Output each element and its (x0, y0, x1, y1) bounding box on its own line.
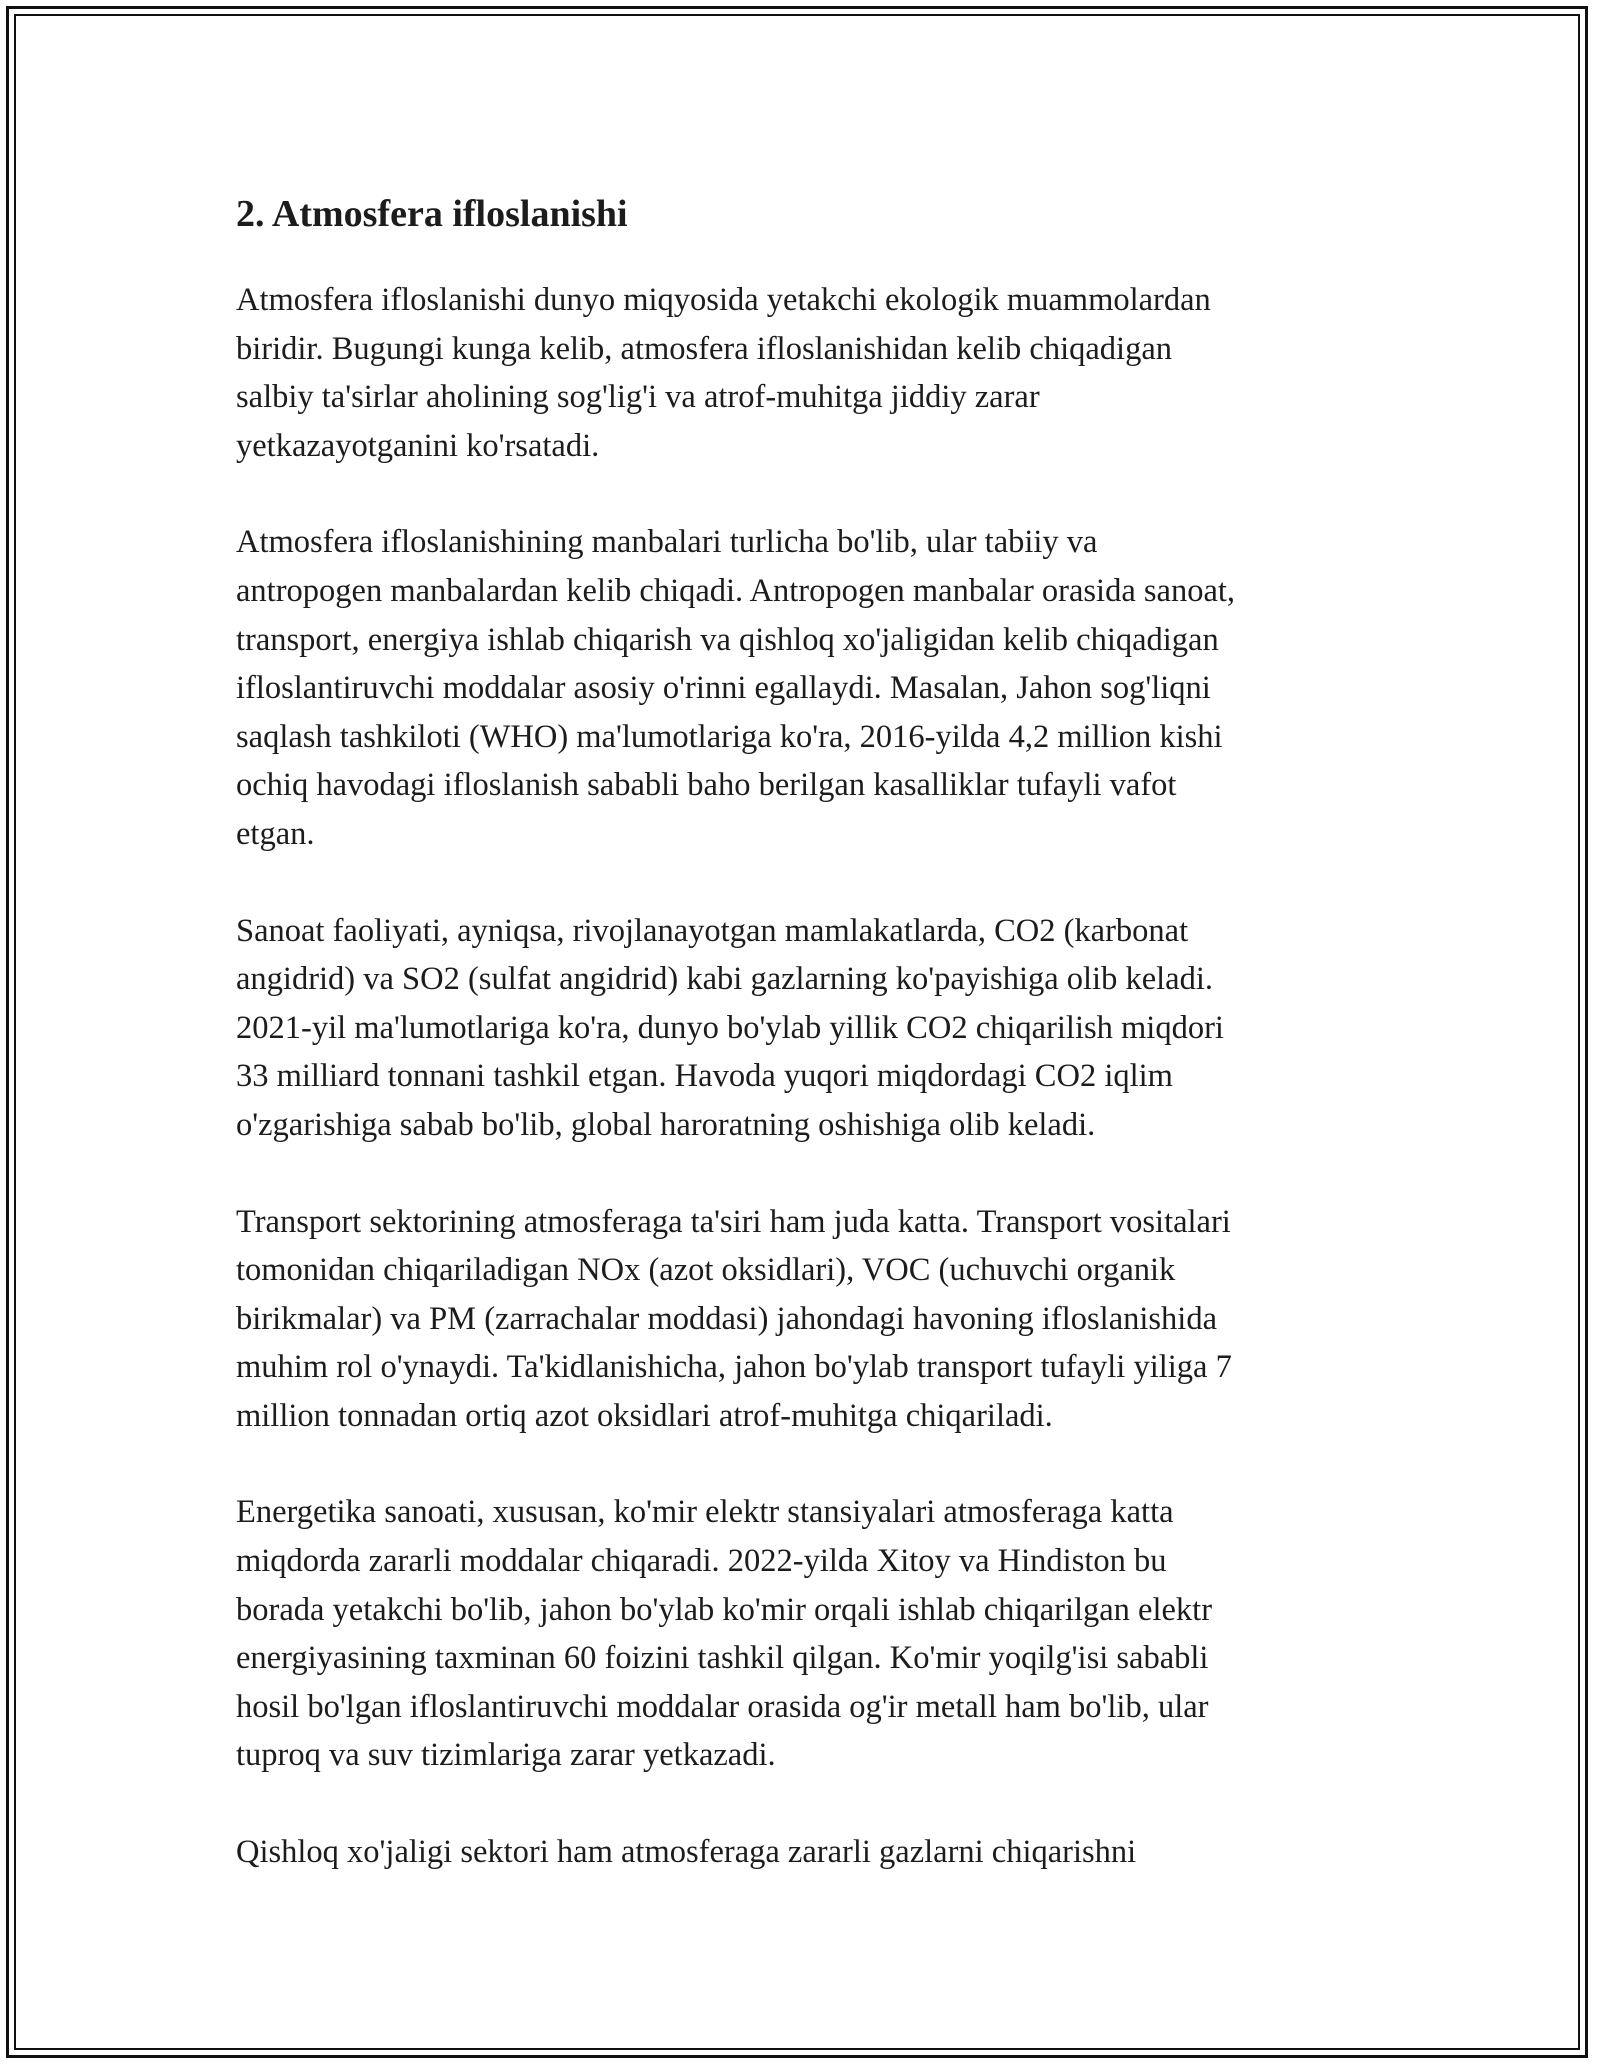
paragraph-industry: Sanoat faoliyati, ayniqsa, rivojlanayotgan mamlakatlarda, CO2 (karbonat angidrid) va SO2 (sulfat angidrid) kabi gazlarning ko'payishiga olib keladi. 2021-yil ma'lumotlariga ko'ra, dunyo bo'ylab yillik CO2 chiqarilish miqdori 33 milliard tonnani tashkil etgan. Havoda yuqori miqdordagi CO2 iqlim o'zgarishiga sabab bo'lib, global haroratning oshishiga olib keladi. (236, 912, 1224, 1143)
paragraph-energy: Energetika sanoati, xususan, ko'mir elektr stansiyalari atmosferaga katta miqdorda zararli moddalar chiqaradi. 2022-yilda Xitoy va Hindiston bu borada yetakchi bo'lib, jahon bo'ylab ko'mir orqali ishlab chiqarilgan elektr energiyasining taxminan 60 foizini tashkil qilgan. Ko'mir yoqilg'isi sababli hosil bo'lgan ifloslantiruvchi moddalar orasida og'ir metall ham bo'lib, ular tuproq va suv tizimlariga zarar yetkazadi. (236, 1494, 1213, 1774)
paragraph-transport: Transport sektorining atmosferaga ta'siri ham juda katta. Transport vositalari tomonidan chiqariladigan NOx (azot oksidlari), VOC (uchuvchi organik birikmalar) va PM (zarrachalar moddasi) jahondagi havoning ifloslanishida muhim rol o'ynaydi. Ta'kidlanishicha, jahon bo'ylab transport tufayli yiliga 7 million tonnadan ortiq azot oksidlari atrof-muhitga chiqariladi. (236, 1203, 1232, 1434)
document-body (236, 186, 1376, 1925)
paragraph-intro: Atmosfera ifloslanishi dunyo miqyosida yetakchi ekologik muammolardan biridir. Bugungi kunga kelib, atmosfera ifloslanishidan kelib chiqadigan salbiy ta'sirlar aholining sog'lig'i va atrof-muhitga jiddiy zarar yetkazayotganini ko'rsatadi. (236, 282, 1211, 464)
paragraph-sources: Atmosfera ifloslanishining manbalari turlicha bo'lib, ular tabiiy va antropogen manbalardan kelib chiqadi. Antropogen manbalar orasida sanoat, transport, energiya ishlab chiqarish va qishloq xo'jaligidan kelib chiqadigan ifloslantiruvchi moddalar asosiy o'rinni egallaydi. Masalan, Jahon sog'liqni saqlash tashkiloti (WHO) ma'lumotlariga ko'ra, 2016-yilda 4,2 million kishi ochiq havodagi ifloslanish sababli baho berilgan kasalliklar tufayli vafot etgan. (236, 524, 1236, 852)
paragraph-agriculture: Qishloq xo'jaligi sektori ham atmosferaga zararli gazlarni chiqarishni (236, 1834, 1137, 1871)
section-title: 2. Atmosfera ifloslanishi (236, 193, 628, 235)
